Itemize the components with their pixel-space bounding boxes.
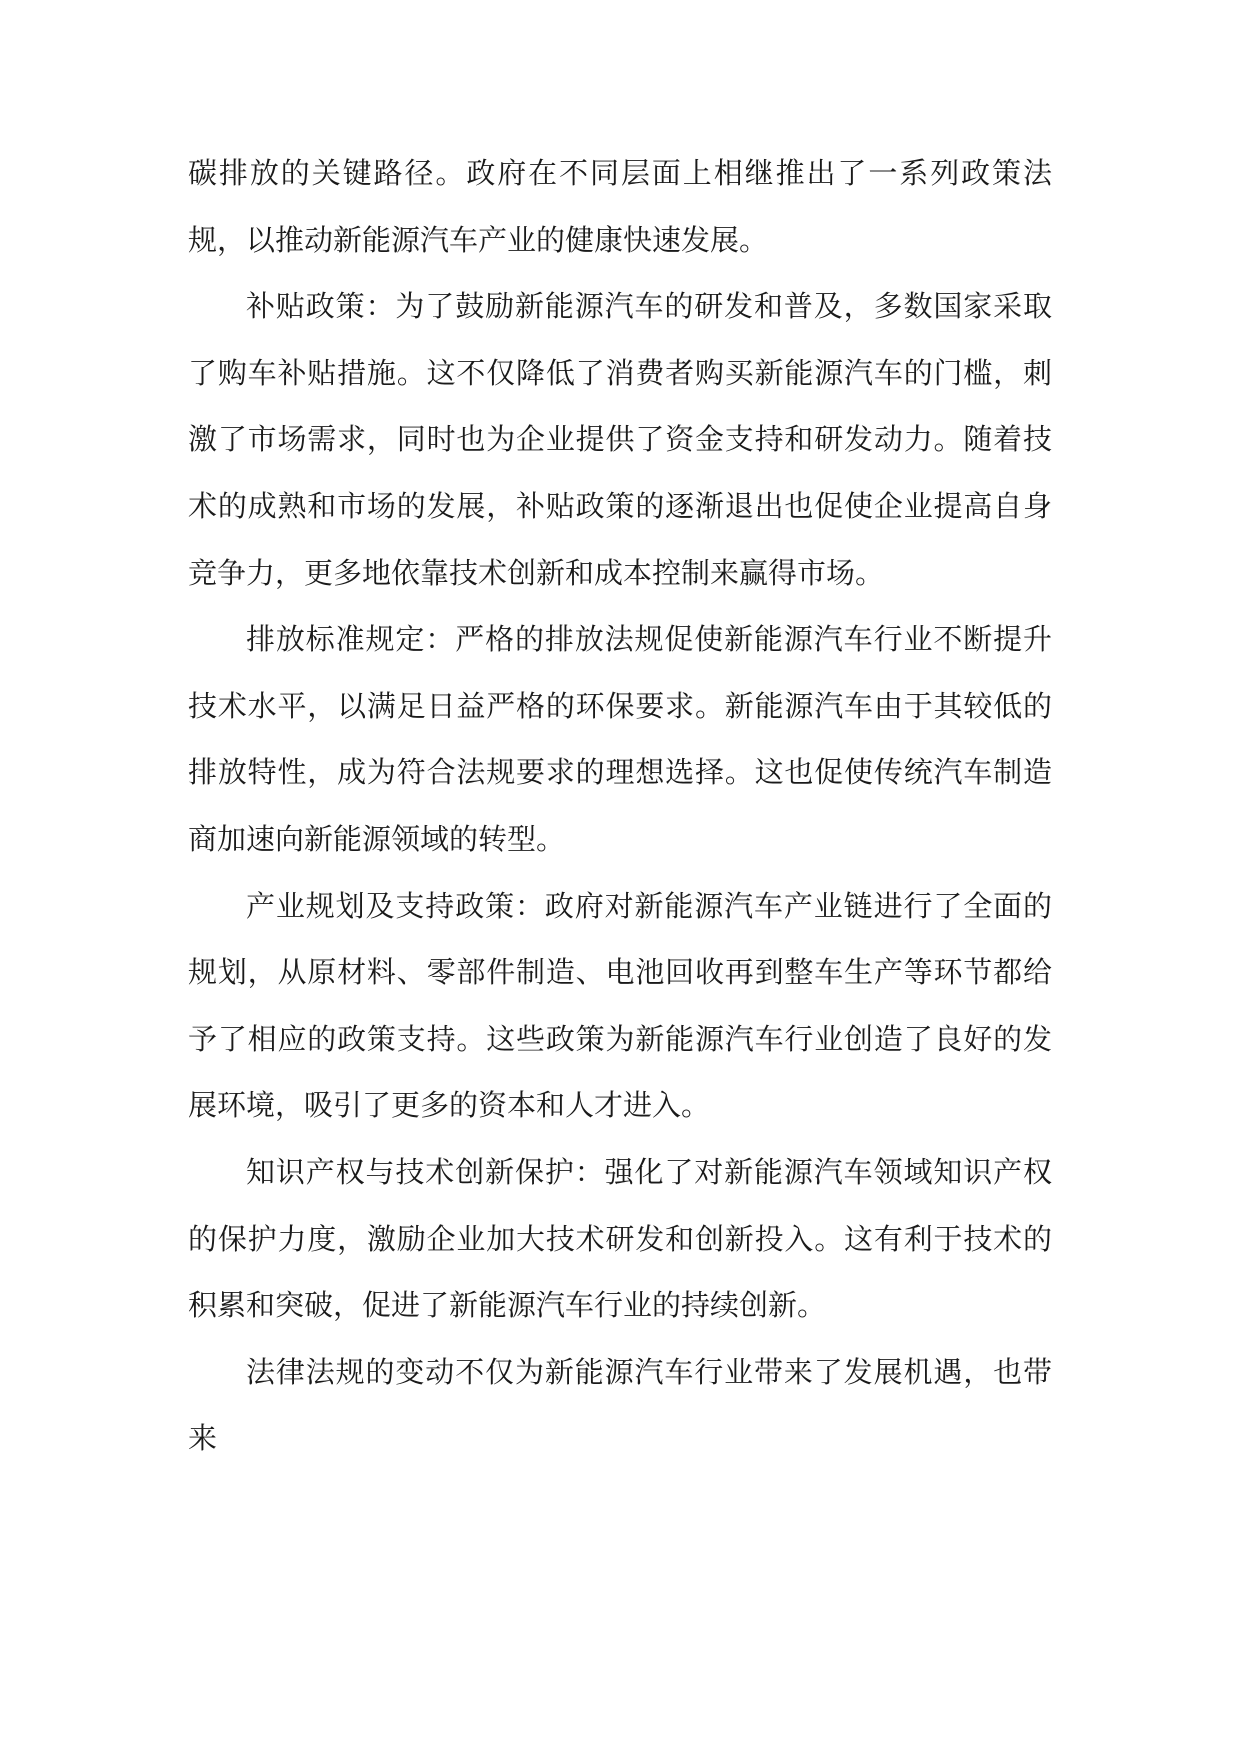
paragraph-emission-standards: 排放标准规定：严格的排放法规促使新能源汽车行业不断提升技术水平，以满足日益严格的环保要求。新能源汽车由于其较低的排放特性，成为符合法规要求的理想选择。这也促使传统汽车制造商加速向新能源领域的转型。 (188, 622, 1052, 856)
paragraph-industry-planning: 产业规划及支持政策：政府对新能源汽车产业链进行了全面的规划，从原材料、零部件制造、电池回收再到整车生产等环节都给予了相应的政策支持。这些政策为新能源汽车行业创造了良好的发展环境，吸引了更多的资本和人才进入。 (188, 888, 1052, 1123)
paragraph-regulation-changes: 法律法规的变动不仅为新能源汽车行业带来了发展机遇，也带来 (188, 1354, 1052, 1456)
paragraph-subsidy-policy: 补贴政策：为了鼓励新能源汽车的研发和普及，多数国家采取了购车补贴措施。这不仅降低了消费者购买新能源汽车的门槛，刺激了市场需求，同时也为企业提供了资金支持和研发动力。随着技术的成熟和市场的发展，补贴政策的逐渐退出也促使企业提高自身竞争力，更多地依靠技术创新和成本控制来赢得市场。 (188, 289, 1052, 590)
document-body (188, 140, 1052, 1472)
paragraph-intro-continued: 碳排放的关键路径。政府在不同层面上相继推出了一系列政策法规，以推动新能源汽车产业的健康快速发展。 (188, 156, 1052, 257)
paragraph-intellectual-property: 知识产权与技术创新保护：强化了对新能源汽车领域知识产权的保护力度，激励企业加大技术研发和创新投入。这有利于技术的积累和突破，促进了新能源汽车行业的持续创新。 (188, 1154, 1052, 1323)
